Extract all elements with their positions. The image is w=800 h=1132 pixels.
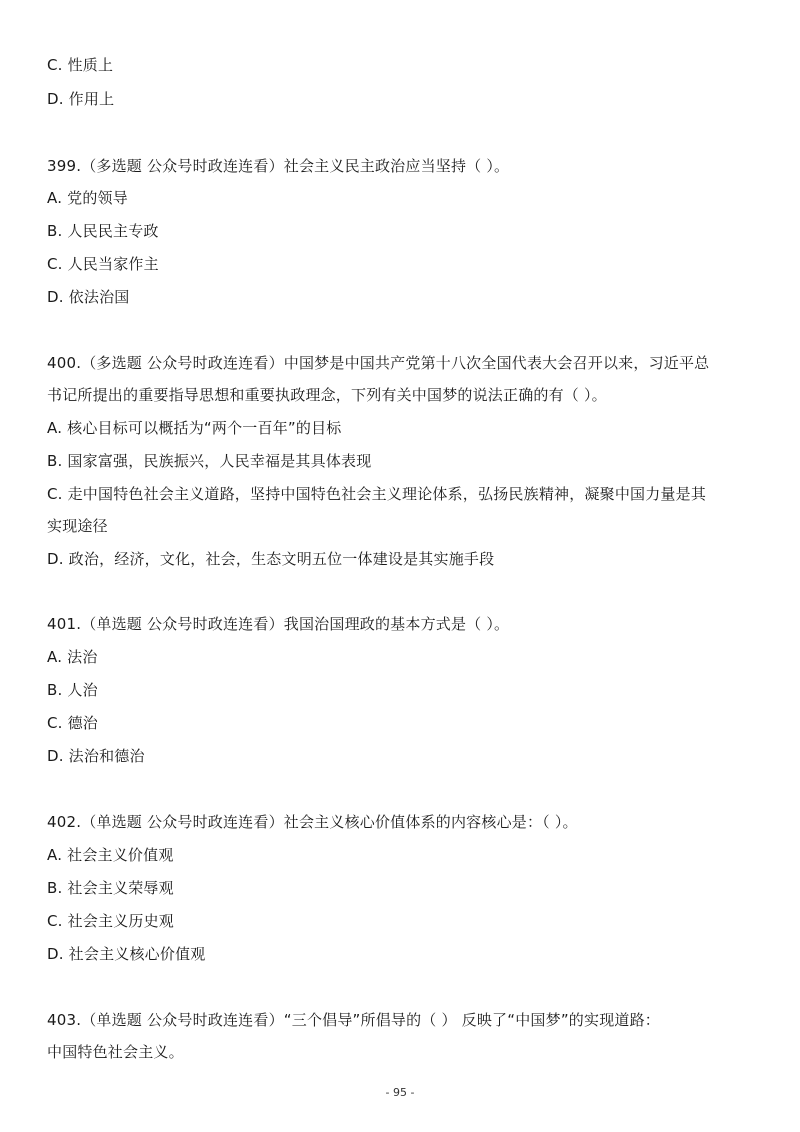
- option-c: C. 人民当家作主: [47, 255, 159, 273]
- option-a: A. 党的领导: [47, 189, 128, 207]
- option-d: D. 法治和德治: [47, 747, 145, 765]
- question-403: 403.（单选题 公众号时政连连看）“三个倡导”所倡导的（ ） 反映了“中国梦”的实现道路：: [47, 1011, 660, 1029]
- question-403-cont: 中国特色社会主义。: [47, 1043, 184, 1061]
- option-b: B. 国家富强，民族振兴，人民幸福是其具体表现: [47, 452, 372, 470]
- option-c: C. 德治: [47, 714, 99, 732]
- option-c-cont: 实现途径: [47, 517, 108, 535]
- option-b: B. 人民民主专政: [47, 222, 159, 240]
- page-number: - 95 -: [385, 1086, 415, 1099]
- option-a: A. 法治: [47, 648, 98, 666]
- question-400-cont: 书记所提出的重要指导思想和重要执政理念，下列有关中国梦的说法正确的有（ ）。: [47, 386, 607, 404]
- option-d: D. 依法治国: [47, 288, 130, 306]
- option-c: C. 走中国特色社会主义道路，坚持中国特色社会主义理论体系，弘扬民族精神，凝聚中国力量是其: [47, 485, 707, 503]
- option-b: B. 社会主义荣辱观: [47, 879, 174, 897]
- option-a: A. 核心目标可以概括为“两个一百年”的目标: [47, 419, 342, 437]
- question-401: 401.（单选题 公众号时政连连看）我国治国理政的基本方式是（ ）。: [47, 615, 510, 633]
- question-402: 402.（单选题 公众号时政连连看）社会主义核心价值体系的内容核心是：（ ）。: [47, 813, 578, 831]
- question-400: 400.（多选题 公众号时政连连看）中国梦是中国共产党第十八次全国代表大会召开以来，习近平总: [47, 354, 710, 372]
- option-c: C. 社会主义历史观: [47, 912, 175, 930]
- option-b: B. 人治: [47, 681, 98, 699]
- option-d: D. 社会主义核心价值观: [47, 945, 206, 963]
- option-d: D. 作用上: [47, 90, 115, 108]
- option-d: D. 政治，经济，文化，社会，生态文明五位一体建设是其实施手段: [47, 550, 495, 568]
- question-399: 399.（多选题 公众号时政连连看）社会主义民主政治应当坚持（ ）。: [47, 157, 510, 175]
- option-a: A. 社会主义价值观: [47, 846, 174, 864]
- option-c: C. 性质上: [47, 56, 114, 74]
